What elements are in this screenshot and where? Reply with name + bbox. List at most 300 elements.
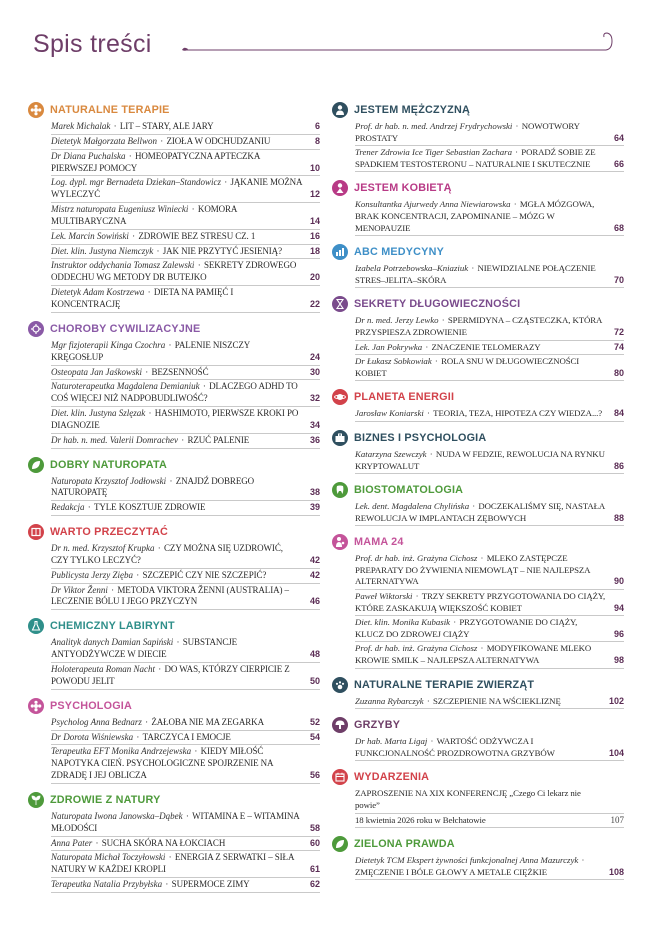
separator-dot: ·	[424, 408, 433, 419]
page-title: Spis treści	[33, 30, 152, 58]
entry-author: Prof. dr hab. inż. Grażyna Cichosz	[355, 553, 478, 564]
entry-text	[51, 717, 306, 729]
entry-author: Instruktor oddychania Tomasz Zalewski	[51, 260, 195, 271]
toc-entry[interactable]	[51, 407, 320, 434]
entry-author: Mistrz naturopata Eugeniusz Winiecki	[51, 204, 189, 215]
entry-title: NUDA W FEDZIE, REWOLUCJA NA RYNKU KRYPTOWALUT	[355, 448, 605, 471]
entry-list	[355, 314, 624, 381]
entry-author: Trener Zdrowia Ice Tiger Sebastian Zachara	[355, 147, 512, 158]
separator-dot: ·	[513, 121, 521, 131]
entry-author: Naturoterapeutka Magdalena Demianiuk	[51, 381, 200, 392]
entry-page-number: 74	[613, 341, 624, 352]
entry-text	[51, 746, 306, 782]
entry-author: Anna Pater	[51, 837, 93, 848]
title-rule-ornament	[180, 30, 616, 58]
separator-dot: ·	[156, 664, 164, 674]
section-jestem-mezczyzna	[332, 100, 624, 172]
toc-entry[interactable]	[355, 341, 624, 356]
entry-title: SZCZEPIENIE NA WŚCIEKLIZNĘ	[433, 695, 561, 706]
section-title: JESTEM KOBIETĄ	[354, 182, 452, 195]
entry-author: Redakcja	[51, 502, 85, 513]
section-biostomatologia	[332, 480, 624, 526]
toc-entry[interactable]	[355, 854, 624, 880]
section-header	[28, 100, 320, 120]
toc-entry[interactable]	[355, 735, 624, 761]
entry-author: Lek. Marcin Sowiński	[51, 230, 129, 241]
entry-list	[355, 500, 624, 526]
hourglass-icon	[332, 296, 348, 312]
entry-author: Konsultantka Ajurwedy Anna Niewiarowska	[355, 199, 511, 210]
entry-text	[51, 204, 306, 228]
entry-page-number: 32	[309, 393, 320, 404]
section-header	[332, 294, 624, 314]
entry-text	[51, 852, 306, 876]
entry-author: Lek. Jan Pokrywka	[355, 341, 423, 352]
separator-dot: ·	[189, 204, 197, 215]
toc-entry[interactable]	[355, 407, 624, 422]
toc-entry[interactable]	[355, 355, 624, 381]
entry-author: Zuzanna Rybarczyk	[355, 695, 424, 706]
section-zdrowie-z-natury	[28, 790, 320, 893]
entry-title: ŻAŁOBA NIE MA ZEGARKA	[151, 716, 264, 727]
section-header	[332, 532, 624, 552]
separator-dot: ·	[145, 287, 153, 298]
entry-page-number: 84	[613, 408, 624, 419]
entry-text	[51, 287, 306, 311]
toc-entry[interactable]	[51, 636, 320, 663]
separator-dot: ·	[512, 147, 521, 158]
entry-author: Osteopata Jan Jaśkowski	[51, 366, 142, 377]
toc-entry[interactable]	[51, 837, 320, 852]
entry-list	[355, 198, 624, 236]
entry-title: DO WAS, KTÓRZY CIERPICIE Z POWODU JELIT	[51, 664, 290, 686]
entry-page-number: 42	[309, 554, 320, 565]
section-title: BIOSTOMATOLOGIA	[354, 484, 464, 497]
toc-entry[interactable]	[355, 814, 624, 829]
man-icon	[332, 102, 348, 118]
section-zielona-prawda	[332, 834, 624, 880]
entry-page-number: 56	[309, 770, 320, 781]
entry-text	[51, 543, 306, 567]
entry-title: DOCZEKALIŚMY SIĘ, NASTAŁA REWOLUCJA W IMPLANTACH ZĘBOWYCH	[355, 501, 605, 523]
section-naturalne-terapie-zwierzat	[332, 675, 624, 710]
entry-title: JĄKANIE MOŻNA WYLECZYĆ	[51, 177, 302, 200]
toc-entry[interactable]	[355, 695, 624, 710]
entry-author: Diet. klin. Monika Kubasik	[355, 617, 451, 628]
entry-page-number: 50	[309, 675, 320, 686]
section-header	[332, 675, 624, 695]
entry-author: Psycholog Anna Bednarz	[51, 716, 142, 727]
entry-page-number: 22	[309, 298, 320, 309]
entry-title: SZCZEPIĆ CZY NIE SZCZEPIĆ?	[142, 569, 267, 580]
entry-page-number: 66	[613, 158, 624, 169]
section-header	[332, 387, 624, 407]
section-naturalne-terapie	[28, 100, 320, 313]
entry-author: Dietetyk TCM Ekspert żywności funkcjonalnej Anna Mazurczyk	[355, 855, 579, 866]
toc-entry[interactable]	[355, 500, 624, 526]
entry-page-number: 88	[613, 512, 624, 523]
entry-list	[355, 120, 624, 172]
entry-text	[355, 643, 610, 666]
entry-author: Dr Łukasz Sobkowiak	[355, 356, 432, 367]
entry-page-number: 62	[309, 879, 320, 890]
entry-page-number: 14	[309, 215, 320, 226]
section-header	[28, 696, 320, 716]
entry-page-number: 48	[309, 649, 320, 660]
entry-list	[355, 695, 624, 710]
entry-author: Mgr fizjoterapii Kinga Czochra	[51, 339, 166, 350]
flower-icon	[28, 698, 44, 714]
section-mama-24	[332, 532, 624, 668]
tooth-icon	[332, 482, 348, 498]
toc-entry[interactable]	[51, 120, 320, 135]
entry-text	[355, 553, 610, 588]
toc-entry[interactable]	[51, 380, 320, 407]
entry-title: TRZY SEKRETY PRZYGOTOWANIA DO CIĄŻY, KTÓRE ZASKAKUJĄ WIĘKSZOŚĆ KOBIET	[355, 591, 606, 613]
entry-author: Dr hab. Marta Ligaj	[355, 736, 428, 747]
entry-title: TEORIA, TEZA, HIPOTEZA CZY WIEDZA...?	[433, 408, 603, 419]
separator-dot: ·	[413, 591, 421, 602]
entry-page-number: 6	[314, 121, 320, 131]
section-chemiczny-labirynt	[28, 616, 320, 689]
section-sekrety-dlugowiecznosci	[332, 294, 624, 381]
entry-page-number: 52	[309, 716, 320, 727]
entry-title: SUPERMOCE ZIMY	[171, 879, 250, 890]
sprout-icon	[28, 792, 44, 808]
entry-text	[51, 136, 306, 148]
toc-entry[interactable]	[51, 245, 320, 260]
separator-dot: ·	[111, 121, 119, 131]
entry-title: HOMEOPATYCZNA APTECZKA PIERWSZEJ POMOCY	[51, 150, 260, 173]
toc-entry[interactable]	[355, 120, 624, 146]
entry-page-number: 64	[613, 132, 624, 143]
toc-entry[interactable]	[51, 810, 320, 837]
entry-text	[355, 147, 610, 170]
separator-dot: ·	[439, 315, 447, 326]
entry-title: SEKRETY ZDROWEGO ODDECHU WG METODY DR BUTEJKO	[51, 260, 297, 283]
entry-list	[51, 810, 320, 893]
section-title: JESTEM MĘŻCZYZNĄ	[354, 104, 470, 116]
section-title: NATURALNE TERAPIE ZWIERZĄT	[354, 678, 535, 691]
toc-entry[interactable]	[51, 286, 320, 313]
separator-dot: ·	[85, 502, 93, 513]
entry-page-number: 24	[309, 351, 320, 362]
entry-title: LIT – STARY, ALE JARY	[119, 121, 214, 131]
toc-entry[interactable]	[51, 150, 320, 177]
mushroom-icon	[332, 717, 348, 733]
entry-text	[355, 501, 610, 524]
section-grzyby	[332, 715, 624, 761]
entry-title: HASHIMOTO, PIERWSZE KROKI PO DIAGNOZIE	[51, 408, 299, 430]
toc-entry[interactable]	[355, 146, 624, 172]
entry-page-number: 54	[309, 731, 320, 742]
entry-page-number: 30	[309, 366, 320, 377]
entry-title: SPERMIDYNA – CZĄSTECZKA, KTÓRA PRZYSPIESZA ZDROWIENIE	[355, 315, 602, 337]
section-header	[332, 715, 624, 735]
entry-page-number: 20	[309, 272, 320, 283]
toc-entry[interactable]	[51, 366, 320, 381]
toc-entry[interactable]	[51, 434, 320, 449]
section-header	[28, 455, 320, 475]
separator-dot: ·	[129, 230, 138, 241]
entry-list	[51, 716, 320, 784]
entry-author: Prof. dr hab. inż. Grażyna Cichosz	[355, 643, 478, 654]
toc-entry[interactable]	[51, 716, 320, 731]
entry-title: ENERGIA Z SERWATKI – SIŁA NATURY W KAŻDEJ KROPLI	[51, 852, 294, 875]
entry-page-number: 18	[309, 245, 320, 256]
toc-entry[interactable]	[51, 745, 320, 784]
entry-author: Naturopata Michał Toczyłowski	[51, 852, 166, 863]
toc-entry[interactable]	[51, 475, 320, 502]
entry-text	[51, 340, 306, 364]
entry-title: NOWOTWORY PROSTATY	[355, 121, 580, 143]
toc-entry[interactable]	[51, 339, 320, 366]
entry-text	[355, 696, 609, 708]
section-wydarzenia	[332, 767, 624, 828]
entry-text	[355, 356, 610, 379]
entry-page-number: 68	[613, 222, 624, 233]
entry-text	[51, 381, 306, 405]
separator-dot: ·	[134, 731, 142, 742]
entry-text	[51, 476, 306, 500]
entry-list	[51, 636, 320, 689]
entry-author: Holoterapeuta Roman Nacht	[51, 664, 155, 674]
entry-text	[355, 199, 610, 234]
entry-text	[355, 121, 610, 144]
entry-author: Analityk danych Damian Sapiński	[51, 637, 174, 648]
entry-title: ZMĘCZENIE I BÓLE GŁOWY A METALE CIĘŻKIE	[355, 866, 547, 877]
entry-text	[51, 637, 306, 661]
entry-title: MODYFIKOWANE MLEKO KROWIE SMILK – NAJLEPSZA ALTERNATYWA	[355, 643, 592, 666]
entry-page-number: 61	[309, 864, 320, 875]
section-header	[332, 834, 624, 854]
separator-dot: ·	[470, 501, 478, 512]
entry-title: WITAMINA E – WITAMINA MŁODOŚCI	[51, 810, 300, 833]
entry-author: Terapeutka EFT Monika Andrzejewska	[51, 746, 192, 757]
toc-entry[interactable]	[51, 878, 320, 893]
separator-dot: ·	[432, 356, 441, 367]
entry-title: RZUĆ PALENIE	[187, 434, 250, 445]
separator-dot: ·	[178, 434, 187, 445]
section-title: CHOROBY CYWILIZACYJNE	[50, 322, 201, 335]
entry-list	[51, 542, 320, 610]
separator-dot: ·	[579, 855, 585, 866]
toc-entry[interactable]	[355, 198, 624, 236]
entry-page-number: 96	[613, 628, 624, 639]
entry-text	[51, 435, 306, 447]
book-icon	[28, 524, 44, 540]
section-warto-przeczytac	[28, 522, 320, 610]
entry-text	[51, 367, 306, 379]
separator-dot: ·	[163, 879, 171, 890]
section-title: ABC MEDYCYNY	[354, 246, 444, 259]
toc-entry[interactable]	[355, 448, 624, 474]
entry-list	[355, 787, 624, 828]
entry-list	[355, 735, 624, 761]
entry-author: Izabela Potrzebowska–Kniaziuk	[355, 263, 469, 274]
toc-entry[interactable]	[51, 230, 320, 245]
entry-title: DIETA NA PAMIĘĆ I KONCENTRACJĘ	[51, 287, 234, 309]
separator-dot: ·	[108, 584, 117, 595]
entry-author: Dr n. med. Jerzy Lewko	[355, 315, 439, 326]
separator-dot: ·	[451, 617, 459, 628]
entry-title: BEZSENNOŚĆ	[151, 366, 209, 377]
toc-entry[interactable]	[51, 584, 320, 611]
separator-dot: ·	[174, 637, 182, 648]
toc-entry[interactable]	[51, 176, 320, 203]
calendar-icon	[332, 769, 348, 785]
entry-title: ROLA SNU W DŁUGOWIECZNOŚCI KOBIET	[355, 356, 580, 378]
entry-title: METODA VIKTORA ŽENNI (AUSTRALIA) – LECZENIE BÓLU I JEGO PRZYCZYN	[51, 584, 289, 607]
entry-page-number: 39	[309, 502, 320, 513]
section-title: BIZNES I PSYCHOLOGIA	[354, 431, 487, 444]
entry-text	[355, 408, 610, 420]
mother-icon	[332, 534, 348, 550]
section-biznes-i-psychologia	[332, 428, 624, 474]
separator-dot: ·	[428, 736, 436, 747]
entry-text	[51, 246, 306, 258]
entry-text	[51, 585, 306, 609]
separator-dot: ·	[166, 339, 174, 350]
toc-entry[interactable]	[51, 569, 320, 584]
entry-author: Dr Dorota Wiśniewska	[51, 731, 134, 742]
leaf-icon	[28, 457, 44, 473]
separator-dot: ·	[195, 260, 203, 271]
section-title: CHEMICZNY LABIRYNT	[50, 620, 175, 633]
entry-text	[51, 231, 306, 243]
section-title: GRZYBY	[354, 719, 401, 732]
entry-text	[355, 342, 610, 354]
section-title: WARTO PRZECZYTAĆ	[50, 526, 168, 539]
right-column	[332, 100, 624, 886]
entry-list	[355, 552, 624, 668]
entry-text	[355, 855, 609, 878]
toc-entry[interactable]	[51, 501, 320, 516]
toc-entry[interactable]	[355, 590, 624, 616]
entry-title: ZNAJDŹ DOBREGO NATUROPATĘ	[51, 475, 255, 498]
entry-list	[355, 448, 624, 474]
toc-entry[interactable]	[51, 259, 320, 286]
entry-page-number: 104	[608, 747, 624, 758]
section-dobry-naturopata	[28, 455, 320, 517]
entry-page-number: 36	[309, 434, 320, 445]
entry-author: Diet. klin. Justyna Niemczyk	[51, 245, 154, 256]
briefcase-icon	[332, 430, 348, 446]
separator-dot: ·	[511, 199, 519, 210]
entry-text	[51, 664, 306, 688]
entry-page-number: 60	[309, 837, 320, 848]
entry-title: DLACZEGO ADHD TO COŚ WIĘCEJ NIŻ NADPOBUDLIWOŚĆ?	[51, 381, 298, 404]
separator-dot: ·	[183, 810, 192, 821]
entry-title: ZNACZENIE TELOMERAZY	[431, 341, 541, 352]
toc-entry[interactable]	[51, 663, 320, 690]
entry-author: Dietetyk Małgorzata Bellwon	[51, 135, 157, 146]
separator-dot: ·	[423, 341, 431, 352]
toc-entry[interactable]	[355, 642, 624, 668]
separator-dot: ·	[157, 135, 166, 146]
entry-text	[51, 838, 306, 850]
section-title: ZIELONA PRAWDA	[354, 838, 455, 851]
toc-entry[interactable]	[51, 542, 320, 569]
entry-text	[355, 449, 610, 472]
section-header	[28, 790, 320, 810]
entry-list	[355, 407, 624, 422]
section-jestem-kobieta	[332, 178, 624, 236]
entry-author: Naturopata Iwona Janowska–Dąbek	[51, 810, 183, 821]
entry-title: NIEWIDZIALNE POŁĄCZENIE STRES–JELITA–SKÓRA	[355, 263, 596, 285]
entry-title: JAK NIE PRZYTYĆ JESIENIĄ?	[162, 245, 282, 256]
entry-text	[355, 815, 610, 827]
toc-entry[interactable]	[355, 787, 624, 813]
section-choroby-cywilizacyjne	[28, 319, 320, 449]
entry-page-number: 72	[613, 326, 624, 337]
left-column	[28, 100, 320, 899]
entry-author: Dr n. med. Krzysztof Krupka	[51, 543, 155, 554]
entry-page-number: 10	[309, 162, 320, 173]
entry-author: Log. dypl. mgr Bernadeta Dziekan–Standowicz	[51, 177, 221, 188]
separator-dot: ·	[222, 177, 230, 188]
entry-title: KOMORA MULTIBARYCZNA	[51, 204, 237, 226]
separator-dot: ·	[142, 366, 151, 377]
entry-text	[51, 879, 306, 891]
entry-page-number: 80	[613, 367, 624, 378]
toc-entry[interactable]	[355, 314, 624, 340]
entry-author: Jarosław Koniarski	[355, 408, 424, 419]
entry-list	[355, 262, 624, 288]
section-header	[332, 100, 624, 120]
toc-entry[interactable]	[51, 851, 320, 878]
entry-title: MGŁA MÓZGOWA, BRAK KONCENTRACJI, ZAPOMINANIE – MÓZG W MENOPAUZIE	[355, 199, 595, 233]
entry-page-number: 107	[610, 814, 624, 825]
section-psychologia	[28, 696, 320, 784]
entry-list	[51, 339, 320, 449]
section-header	[332, 767, 624, 787]
entry-page-number: 86	[613, 460, 624, 471]
toc-entry[interactable]	[51, 135, 320, 150]
toc-entry[interactable]	[355, 552, 624, 590]
entry-author: Naturopata Krzysztof Jodłowski	[51, 475, 167, 486]
entry-author: Lek. dent. Magdalena Chylińska	[355, 501, 470, 512]
planet-icon	[332, 389, 348, 405]
separator-dot: ·	[154, 245, 162, 256]
entry-text	[355, 263, 610, 286]
entry-page-number: 70	[613, 274, 624, 285]
section-title: WYDARZENIA	[354, 771, 430, 784]
toc-entry[interactable]	[51, 731, 320, 746]
entry-text	[355, 617, 610, 640]
woman-icon	[332, 180, 348, 196]
entry-text	[51, 151, 306, 175]
separator-dot: ·	[93, 837, 101, 848]
entry-page-number: 58	[309, 822, 320, 833]
entry-text	[355, 736, 609, 759]
chart-icon	[332, 244, 348, 260]
separator-dot: ·	[166, 852, 174, 863]
toc-entry[interactable]	[355, 262, 624, 288]
section-header	[28, 522, 320, 542]
entry-title: ZAPROSZENIE NA XIX KONFERENCJĘ „Czego Ci lekarz nie powie”	[355, 788, 581, 810]
section-header	[332, 428, 624, 448]
entry-title: TARCZYCA I EMOCJE	[142, 731, 231, 742]
entry-text	[355, 591, 610, 614]
entry-page-number: 46	[309, 596, 320, 607]
virus-icon	[28, 321, 44, 337]
toc-entry[interactable]	[51, 203, 320, 230]
entry-text	[51, 502, 306, 514]
entry-title: 18 kwietnia 2026 roku w Bełchatowie	[355, 814, 486, 825]
entry-page-number: 34	[309, 419, 320, 430]
toc-entry[interactable]	[355, 616, 624, 642]
